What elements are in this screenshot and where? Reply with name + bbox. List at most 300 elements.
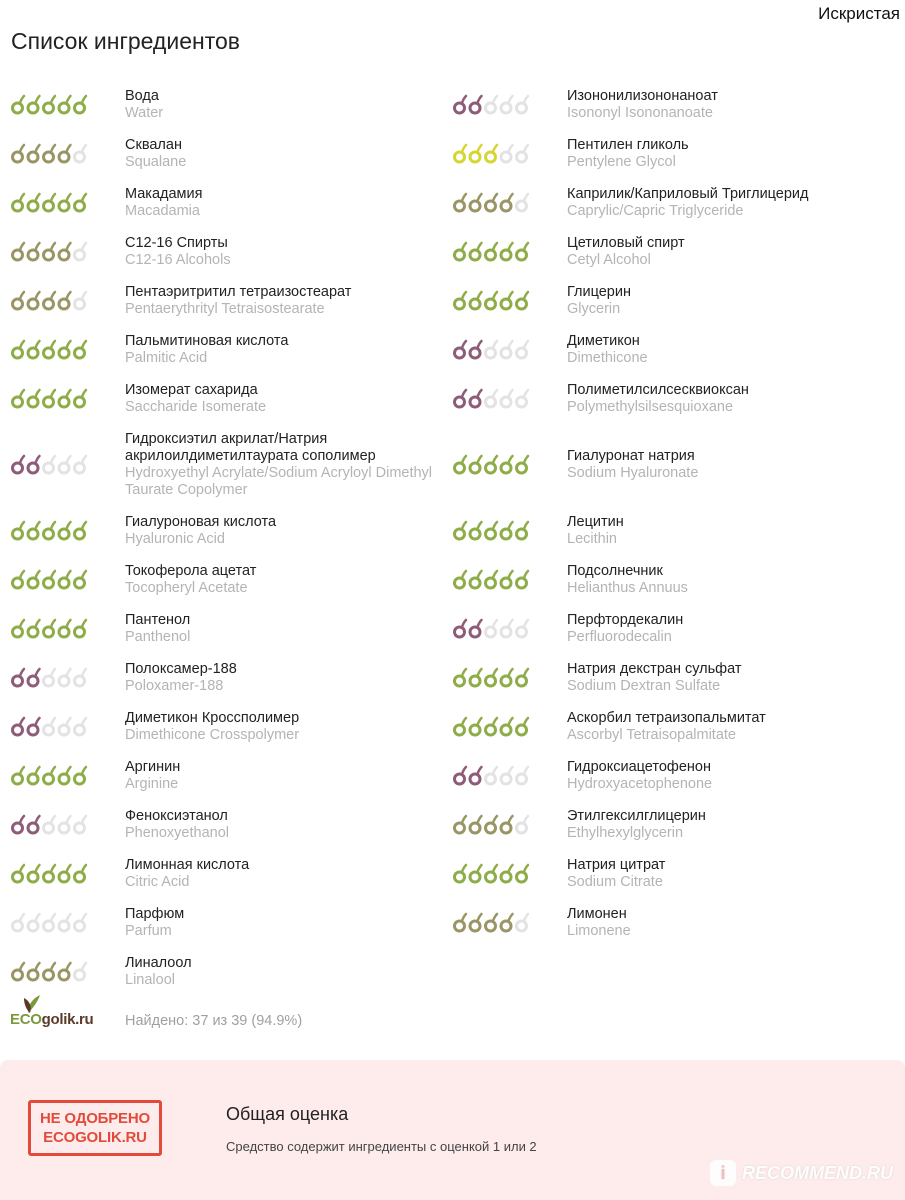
ingredient-name-en: Dimethicone Crosspolymer <box>125 726 300 743</box>
logo-domain-text: golik.ru <box>41 1011 94 1028</box>
drop-icon <box>501 914 513 931</box>
drop-icon <box>486 816 498 833</box>
ingredient-name-en: Caprylic/Capric Triglyceride <box>567 202 744 219</box>
drop-icon <box>59 914 71 931</box>
rating-drops <box>10 93 125 117</box>
drop-icon <box>44 669 56 686</box>
drop-icon <box>470 456 482 473</box>
drop-icon <box>486 145 498 162</box>
ingredient-name-ru: Вода <box>125 87 159 104</box>
ingredient-name-ru: Парфюм <box>125 905 185 922</box>
drop-icon <box>455 292 467 309</box>
rating-drops <box>452 568 567 592</box>
drop-icon <box>517 96 529 113</box>
ingredient-name-en: Pentylene Glycol <box>567 153 676 170</box>
ingredient-row[interactable] <box>452 800 902 849</box>
ingredient-row[interactable] <box>10 947 440 996</box>
drop-icon <box>470 194 482 211</box>
drop-icon <box>501 865 513 882</box>
drop-icon <box>28 145 40 162</box>
drop-icon <box>59 390 71 407</box>
rating-drops <box>452 666 567 690</box>
rating-drops <box>452 289 567 313</box>
drop-icon <box>470 96 482 113</box>
drop-icon <box>75 522 87 539</box>
ingredient-name-ru: Глицерин <box>567 283 631 300</box>
ingredient-name-en: Hydroxyacetophenone <box>567 775 713 792</box>
drop-icon <box>28 292 40 309</box>
drop-icon <box>470 620 482 637</box>
ingredient-name-ru: Гиалуроновая кислота <box>125 513 277 530</box>
drop-icon <box>501 669 513 686</box>
ingredient-row[interactable] <box>10 276 440 325</box>
drop-icon <box>28 341 40 358</box>
drop-icon <box>517 456 529 473</box>
ingredient-row[interactable] <box>452 751 902 800</box>
drop-icon <box>486 669 498 686</box>
drop-icon <box>501 456 513 473</box>
drop-icon <box>501 522 513 539</box>
ingredient-name-ru: Подсолнечник <box>567 562 663 579</box>
drop-icon <box>470 816 482 833</box>
ingredient-row[interactable] <box>452 898 902 947</box>
drop-icon <box>28 963 40 980</box>
ingredient-name-ru: Пентилен гликоль <box>567 136 689 153</box>
ingredient-name-ru: Аргинин <box>125 758 181 775</box>
drop-icon <box>486 292 498 309</box>
ingredient-name-en: Hydroxyethyl Acrylate/Sodium Acryloyl Dimethyl Taurate Copolymer <box>125 464 433 498</box>
drop-icon <box>59 620 71 637</box>
ingredient-row[interactable] <box>10 604 440 653</box>
drop-icon <box>75 145 87 162</box>
drop-icon <box>28 194 40 211</box>
verdict-panel <box>0 1060 905 1200</box>
drop-icon <box>28 522 40 539</box>
ingredient-name-en: Sodium Hyaluronate <box>567 464 699 481</box>
ingredient-row[interactable] <box>452 227 902 276</box>
drop-icon <box>13 620 25 637</box>
rating-drops <box>452 519 567 543</box>
ingredient-name-ru: Пантенол <box>125 611 191 628</box>
drop-icon <box>501 341 513 358</box>
ingredient-name-en: Isononyl Isononanoate <box>567 104 713 121</box>
ingredient-name-ru: Диметикон <box>567 332 640 349</box>
drop-icon <box>44 914 56 931</box>
drop-icon <box>13 292 25 309</box>
drop-icon <box>517 669 529 686</box>
ingredient-row[interactable] <box>452 276 902 325</box>
drop-icon <box>59 341 71 358</box>
ingredient-name-en: Saccharide Isomerate <box>125 398 267 415</box>
drop-icon <box>486 456 498 473</box>
ingredient-name-ru: Лимонен <box>567 905 627 922</box>
drop-icon <box>501 718 513 735</box>
ingredient-row[interactable] <box>10 129 440 178</box>
drop-icon <box>517 292 529 309</box>
drop-icon <box>59 292 71 309</box>
drop-icon <box>517 341 529 358</box>
ingredient-row[interactable] <box>452 702 902 751</box>
ingredient-row[interactable] <box>10 653 440 702</box>
drop-icon <box>44 571 56 588</box>
drop-icon <box>75 390 87 407</box>
drop-icon <box>470 341 482 358</box>
drop-icon <box>44 816 56 833</box>
drop-icon <box>28 914 40 931</box>
drop-icon <box>44 865 56 882</box>
drop-icon <box>455 816 467 833</box>
rating-drops <box>10 387 125 411</box>
drop-icon <box>75 96 87 113</box>
drop-icon <box>59 145 71 162</box>
verdict-title: Общая оценка <box>226 1104 349 1124</box>
drop-icon <box>501 620 513 637</box>
ingredient-name-en: Panthenol <box>125 628 191 645</box>
drop-icon <box>75 292 87 309</box>
drop-icon <box>44 963 56 980</box>
ingredient-name-en: Poloxamer-188 <box>125 677 224 694</box>
ingredient-row[interactable] <box>10 898 440 947</box>
drop-icon <box>501 767 513 784</box>
rating-drops <box>452 387 567 411</box>
ingredient-row[interactable] <box>10 751 440 800</box>
drop-icon <box>13 669 25 686</box>
ingredient-row[interactable] <box>10 800 440 849</box>
drop-icon <box>13 571 25 588</box>
drop-icon <box>517 522 529 539</box>
irecommend-logo-icon: i <box>710 1160 736 1186</box>
ingredient-row[interactable] <box>10 506 440 555</box>
rating-drops <box>452 813 567 837</box>
drop-icon <box>517 865 529 882</box>
stamp-line-2: ECOGOLIK.RU <box>43 1129 147 1146</box>
rating-drops <box>10 289 125 313</box>
drop-icon <box>470 292 482 309</box>
drop-icon <box>517 620 529 637</box>
ingredient-name-en: C12-16 Alcohols <box>125 251 231 268</box>
ingredient-row[interactable] <box>452 604 902 653</box>
page-title: Список ингредиентов <box>11 28 240 54</box>
drop-icon <box>517 571 529 588</box>
drop-icon <box>44 620 56 637</box>
ingredient-name-en: Linalool <box>125 971 175 988</box>
drop-icon <box>75 341 87 358</box>
drop-icon <box>13 96 25 113</box>
ingredient-name-en: Dimethicone <box>567 349 648 366</box>
found-count: Найдено: 37 из 39 (94.9%) <box>125 1013 303 1029</box>
drop-icon <box>486 620 498 637</box>
ingredient-name-ru: Гиалуронат натрия <box>567 447 695 464</box>
ingredient-name-ru: Натрия цитрат <box>567 856 666 873</box>
rating-drops <box>452 764 567 788</box>
ingredient-row[interactable] <box>452 374 902 423</box>
drop-icon <box>455 456 467 473</box>
ingredient-name-en: Parfum <box>125 922 172 939</box>
rating-drops <box>452 453 567 477</box>
ingredient-row[interactable] <box>452 653 902 702</box>
drop-icon <box>59 718 71 735</box>
ingredient-name-en: Sodium Citrate <box>567 873 663 890</box>
irecommend-watermark <box>710 1160 893 1186</box>
drop-icon <box>75 571 87 588</box>
drop-icon <box>75 718 87 735</box>
ingredient-name-ru: Натрия декстран сульфат <box>567 660 742 677</box>
drop-icon <box>486 522 498 539</box>
ingredient-name-en: Lecithin <box>567 530 617 547</box>
rating-drops <box>10 568 125 592</box>
ingredient-name-ru: Полоксамер-188 <box>125 660 237 677</box>
drop-icon <box>75 914 87 931</box>
ingredient-name-en: Arginine <box>125 775 179 792</box>
drop-icon <box>44 390 56 407</box>
ingredient-name-ru: C12-16 Спирты <box>125 234 228 251</box>
drop-icon <box>455 194 467 211</box>
drop-icon <box>455 669 467 686</box>
rating-drops <box>10 764 125 788</box>
drop-icon <box>13 145 25 162</box>
drop-icon <box>13 194 25 211</box>
ingredients-column-right <box>452 80 902 947</box>
drop-icon <box>44 456 56 473</box>
drop-icon <box>59 194 71 211</box>
drop-icon <box>455 145 467 162</box>
drop-icon <box>501 571 513 588</box>
ingredient-row[interactable] <box>452 80 902 129</box>
rating-drops <box>10 862 125 886</box>
drop-icon <box>517 243 529 260</box>
rating-drops <box>452 617 567 641</box>
rating-drops <box>10 453 125 477</box>
drop-icon <box>75 816 87 833</box>
ingredient-name-en: Palmitic Acid <box>125 349 208 366</box>
drop-icon <box>13 865 25 882</box>
rating-drops <box>10 960 125 984</box>
drop-icon <box>470 145 482 162</box>
drop-icon <box>44 194 56 211</box>
drop-icon <box>75 456 87 473</box>
drop-icon <box>470 865 482 882</box>
drop-icon <box>470 718 482 735</box>
ingredient-name-en: Squalane <box>125 153 187 170</box>
drop-icon <box>44 341 56 358</box>
drop-icon <box>59 767 71 784</box>
drop-icon <box>455 620 467 637</box>
ingredient-row[interactable] <box>452 178 902 227</box>
drop-icon <box>517 390 529 407</box>
rating-drops <box>10 142 125 166</box>
drop-icon <box>501 243 513 260</box>
ingredient-name-ru: Полиметилсилсесквиоксан <box>567 381 749 398</box>
drop-icon <box>13 341 25 358</box>
drop-icon <box>75 767 87 784</box>
drop-icon <box>75 194 87 211</box>
drop-icon <box>470 390 482 407</box>
ingredient-name-ru: Этилгексилглицерин <box>567 807 706 824</box>
drop-icon <box>44 145 56 162</box>
drop-icon <box>75 243 87 260</box>
ingredient-row[interactable] <box>10 555 440 604</box>
ingredient-row[interactable] <box>452 129 902 178</box>
rating-drops <box>10 911 125 935</box>
rating-drops <box>452 862 567 886</box>
drop-icon <box>44 292 56 309</box>
rating-drops <box>452 911 567 935</box>
drop-icon <box>59 669 71 686</box>
drop-icon <box>59 456 71 473</box>
drop-icon <box>28 620 40 637</box>
drop-icon <box>455 767 467 784</box>
drop-icon <box>517 816 529 833</box>
drop-icon <box>517 914 529 931</box>
drop-icon <box>28 865 40 882</box>
drop-icon <box>28 767 40 784</box>
drop-icon <box>455 243 467 260</box>
rating-drops <box>10 617 125 641</box>
drop-icon <box>44 96 56 113</box>
drop-icon <box>501 194 513 211</box>
ingredient-name-en: Sodium Dextran Sulfate <box>567 677 721 694</box>
drop-icon <box>59 865 71 882</box>
ingredient-row[interactable] <box>452 555 902 604</box>
results-footer <box>10 993 410 1033</box>
ingredient-row[interactable] <box>452 849 902 898</box>
ingredient-row[interactable] <box>10 227 440 276</box>
ingredient-name-en: Hyaluronic Acid <box>125 530 225 547</box>
drop-icon <box>455 865 467 882</box>
ingredient-name-ru: Лимонная кислота <box>125 856 250 873</box>
drop-icon <box>470 914 482 931</box>
ingredient-name-ru: Аскорбил тетраизопальмитат <box>567 709 766 726</box>
ingredient-row[interactable] <box>10 374 440 423</box>
ingredient-name-ru: Пентаэритритил тетраизостеарат <box>125 283 352 300</box>
drop-icon <box>486 571 498 588</box>
ecogolik-logo[interactable] <box>10 993 125 1033</box>
drop-icon <box>28 571 40 588</box>
ingredient-name-en: Polymethylsilsesquioxane <box>567 398 734 415</box>
drop-icon <box>517 145 529 162</box>
ingredient-row[interactable] <box>452 506 902 555</box>
drop-icon <box>501 390 513 407</box>
ingredient-row[interactable] <box>10 849 440 898</box>
ingredient-row[interactable] <box>452 325 902 374</box>
drop-icon <box>455 96 467 113</box>
drop-icon <box>59 571 71 588</box>
drop-icon <box>75 620 87 637</box>
drop-icon <box>28 816 40 833</box>
rating-drops <box>10 813 125 837</box>
rating-drops <box>10 240 125 264</box>
drop-icon <box>486 243 498 260</box>
rating-drops <box>452 240 567 264</box>
drop-icon <box>75 865 87 882</box>
drop-icon <box>59 963 71 980</box>
ingredient-row[interactable] <box>10 702 440 751</box>
drop-icon <box>44 767 56 784</box>
ingredient-name-en: Pentaerythrityl Tetraisostearate <box>125 300 325 317</box>
ingredient-row[interactable] <box>452 423 902 506</box>
ingredient-name-ru: Каприлик/Каприловый Триглицерид <box>567 185 809 202</box>
drop-icon <box>13 914 25 931</box>
drop-icon <box>517 194 529 211</box>
rating-drops <box>10 715 125 739</box>
watermark-text: RECOMMEND.RU <box>742 1162 893 1183</box>
ingredient-row[interactable] <box>10 325 440 374</box>
ingredient-name-ru: Сквалан <box>125 136 182 153</box>
drop-icon <box>455 341 467 358</box>
drop-icon <box>470 522 482 539</box>
rating-drops <box>452 715 567 739</box>
drop-icon <box>13 767 25 784</box>
ingredient-name-ru: Гидроксиацетофенон <box>567 758 711 775</box>
drop-icon <box>486 96 498 113</box>
ingredient-name-en: Cetyl Alcohol <box>567 251 651 268</box>
ingredient-name-ru: Диметикон Кроссполимер <box>125 709 300 726</box>
ingredient-name-en: Perfluorodecalin <box>567 628 672 645</box>
drop-icon <box>44 243 56 260</box>
drop-icon <box>59 816 71 833</box>
verdict-description: Средство содержит ингредиенты с оценкой 1 или 2 <box>226 1139 537 1154</box>
drop-icon <box>13 390 25 407</box>
ingredient-name-ru: Лецитин <box>567 513 624 530</box>
drop-icon <box>486 767 498 784</box>
ingredient-name-en: Phenoxyethanol <box>125 824 229 841</box>
ingredient-row[interactable] <box>10 80 440 129</box>
ingredient-name-ru: Токоферола ацетат <box>125 562 257 579</box>
drop-icon <box>44 522 56 539</box>
ingredient-name-ru: Макадамия <box>125 185 203 202</box>
ingredient-row[interactable] <box>10 178 440 227</box>
drop-icon <box>470 243 482 260</box>
drop-icon <box>28 243 40 260</box>
ingredient-name-en: Ethylhexylglycerin <box>567 824 684 841</box>
drop-icon <box>13 522 25 539</box>
username[interactable]: Искристая <box>818 4 900 23</box>
drop-icon <box>59 243 71 260</box>
ingredient-name-ru: Пальмитиновая кислота <box>125 332 289 349</box>
drop-icon <box>455 718 467 735</box>
ingredient-name-en: Water <box>125 104 164 121</box>
ingredient-name-ru: Изононилизононаноат <box>567 87 718 104</box>
ingredients-column-left <box>10 80 440 996</box>
drop-icon <box>13 963 25 980</box>
not-approved-stamp <box>28 1100 162 1156</box>
rating-drops <box>10 191 125 215</box>
ingredient-name-en: Limonene <box>567 922 631 939</box>
drop-icon <box>517 767 529 784</box>
drop-icon <box>470 669 482 686</box>
rating-drops <box>10 338 125 362</box>
rating-drops <box>452 191 567 215</box>
drop-icon <box>59 96 71 113</box>
ingredient-name-ru: Перфтордекалин <box>567 611 684 628</box>
drop-icon <box>470 571 482 588</box>
drop-icon <box>44 718 56 735</box>
logo-eco-text: ECO <box>10 1011 42 1028</box>
drop-icon <box>486 341 498 358</box>
ingredient-row[interactable] <box>10 423 440 506</box>
drop-icon <box>486 390 498 407</box>
ingredient-name-en: Glycerin <box>567 300 621 317</box>
rating-drops <box>10 519 125 543</box>
ingredient-name-ru: Изомерат сахарида <box>125 381 258 398</box>
drop-icon <box>13 456 25 473</box>
rating-drops <box>452 93 567 117</box>
ingredient-name-en: Ascorbyl Tetraisopalmitate <box>567 726 736 743</box>
drop-icon <box>501 145 513 162</box>
ingredient-name-ru: Цетиловый спирт <box>567 234 685 251</box>
drop-icon <box>28 96 40 113</box>
rating-drops <box>452 142 567 166</box>
